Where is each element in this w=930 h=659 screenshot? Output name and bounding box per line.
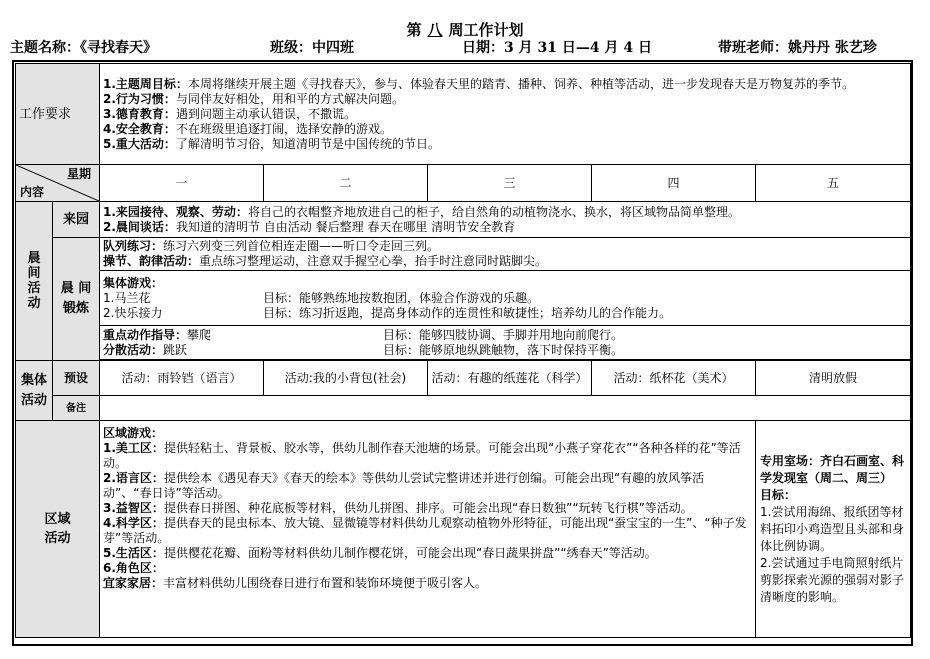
morning-activity-label: 晨 间 活 动 [16, 202, 53, 361]
week-number: 八 [427, 21, 443, 39]
day-header: 四 [592, 165, 756, 202]
class-name: 班级：中四班 [270, 40, 354, 56]
content-label: 内容 [20, 185, 45, 199]
activity-cell: 活动：纸杯花（美术） [592, 361, 756, 396]
note-content [100, 396, 911, 421]
drill-content: 队列练习：练习六列变三列首位相连走圈——听口令走回三列。 操节、韵律活动：重点练习整理运动，注意双手握空心拳，抬手时注意同时踮脚尖。 [100, 238, 911, 271]
exercise-drill-row [16, 238, 911, 271]
area-games-content: 区域游戏： 1.美工区：提供轻粘土、背景板、胶水等，供幼儿制作春天池塘的场景。可能会出现“小燕子穿花衣”“各种各样的花”等活动。 2.语言区：提供绘本《遇见春天》《春天的绘本》等供幼儿尝试完整讲述并进行创编。可能会出现“有趣的放风筝活动”、“春日诗”等活动。 3.益智区：提供春日拼图、种花底板等材料，供幼儿拼图、排序。可能会出现“春日数独”“玩转飞行棋”等活动。 4.科学区：提供春天的昆虫标本、放大镜、显微镜等材料供幼儿观察动植物外形特征，可能出现“蚕宝宝的一生”、“种子发芽”等活动。 5.生活区：提供樱花花瓣、面粉等材料供幼儿制作樱花饼，可能会出现“春日蔬果拼盘”“绣春天”等活动。 6.角色区： 宜家家居：丰富材料供幼儿围绕春日进行布置和装饰环境便于吸引客人。 [100, 421, 756, 638]
date-range: 日期：3 月 31 日—4 月 4 日 [462, 40, 652, 56]
weekly-plan-table [15, 63, 911, 638]
day-header: 三 [428, 165, 592, 202]
requirements-label: 工作要求 [16, 64, 100, 165]
focus-row [16, 326, 911, 360]
arrival-content: 1.来园接待、观察、劳动：将自己的衣帽整齐地放进自己的柜子，给自然角的动植物浇水、换水，将区域物品简单整理。 2.晨间谈话：我知道的清明节 自由活动 餐后整理 春天在哪里 清明节安全教育 [100, 202, 911, 238]
preset-label: 预设 [53, 361, 100, 396]
activity-cell: 活动：雨铃铛（语言） [100, 361, 264, 396]
req-item: 3.德育教育：遇到问题主动承认错误，不撒谎。 [103, 106, 356, 121]
plan-meta [0, 37, 930, 59]
page-title: 第 八 周工作计划 [406, 21, 524, 39]
req-item: 2.行为习惯：与同伴友好相处，用和平的方式解决问题。 [103, 91, 404, 106]
arrival-row [16, 202, 911, 238]
morning-exercise-label: 晨 间 锻炼 [53, 238, 100, 361]
group-activity-label: 集体 活动 [16, 361, 53, 421]
theme-name: 主题名称：《寻找春天》 [10, 40, 157, 56]
requirements-row [16, 64, 911, 165]
focus-content: 重点动作指导：攀爬 目标：能够四肢协调、手脚并用地向前爬行。 分散活动：跳跃 目标：能够原地纵跳触物，落下时保持平衡。 [100, 326, 911, 360]
req-item: 4.安全教育：不在班级里追逐打闹，选择安静的游戏。 [103, 121, 392, 136]
area-activity-label: 区域 活动 [16, 421, 100, 638]
group-games-content: 集体游戏： 1.马兰花 目标：能够熟练地按数抱团，体验合作游戏的乐趣。 2.快乐接力 目标：练习折返跑，提高身体动作的连贯性和敏捷性；培养幼儿的合作能力。 [100, 271, 911, 326]
arrival-label: 来园 [53, 202, 100, 238]
note-label: 备注 [53, 396, 100, 421]
weekday-label: 星期 [67, 167, 92, 181]
req-item: 1.主题周目标：本周将继续开展主题《寻找春天》，参与、体验春天里的踏青、播种、饲养、种植等活动，进一步发现春天是万物复苏的季节。 [103, 76, 854, 91]
day-header: 二 [264, 165, 428, 202]
day-header: 五 [756, 165, 911, 202]
activity-cell: 清明放假 [756, 361, 911, 396]
special-room-content: 专用室场：齐白石画室、科学发现室（周二、周三） 目标： 1.尝试用海绵、报纸团等材料拓印小鸡造型且头部和身体比例协调。 2.尝试通过手电筒照射纸片剪影探索光源的强弱对影子清晰度的影响。 [756, 421, 911, 638]
day-header-row [16, 165, 911, 202]
day-header: 一 [100, 165, 264, 202]
req-item: 5.重大活动：了解清明节习俗，知道清明节是中国传统的节日。 [103, 136, 440, 151]
teachers: 带班老师：姚丹丹 张艺珍 [718, 40, 877, 56]
area-activity-row [16, 421, 911, 638]
weekday-content-header [16, 165, 100, 202]
note-row [16, 396, 911, 421]
activity-cell: 活动：有趣的纸莲花（科学） [428, 361, 592, 396]
group-games-row [16, 271, 911, 326]
requirements-content [100, 64, 911, 165]
activity-cell: 活动:我的小背包(社会) [264, 361, 428, 396]
group-activity-row [16, 361, 911, 396]
